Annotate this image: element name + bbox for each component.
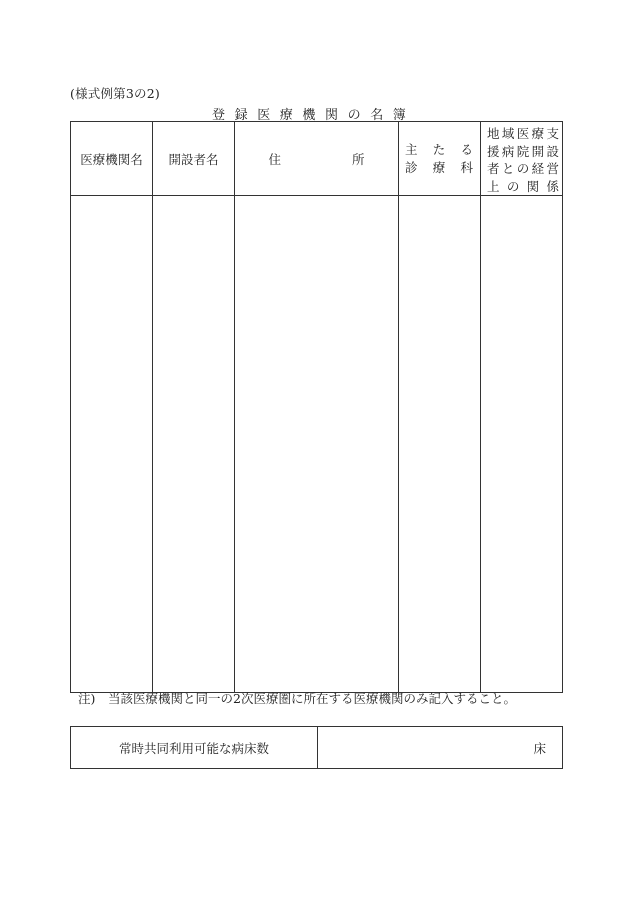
- header-business-relation: [481, 122, 563, 196]
- footnote: [78, 689, 516, 707]
- header-business-relation-line4: 上の関係: [487, 178, 559, 194]
- business-relation-cell[interactable]: [481, 196, 563, 693]
- header-main-department: [399, 122, 481, 196]
- registered-institutions-table: [70, 121, 563, 693]
- document-title: 登録医療機関の名簿: [212, 108, 416, 123]
- header-address: [235, 122, 399, 196]
- table-body-row: [71, 196, 563, 693]
- main-department-cell[interactable]: [399, 196, 481, 693]
- header-founder-name: 開設者名: [153, 122, 235, 196]
- table-header-row: [71, 122, 563, 196]
- shared-beds-value-field[interactable]: [318, 727, 563, 769]
- header-business-relation-line2: 援病院開設: [487, 143, 559, 159]
- institution-name-cell[interactable]: [71, 196, 153, 693]
- header-main-department-line1: 主たる: [405, 141, 473, 157]
- shared-beds-table: [70, 726, 563, 769]
- header-business-relation-line3: 者との経営: [487, 161, 559, 176]
- footnote-text: 当該医療機関と同一の2次医療圏に所在する医療機関のみ記入すること。: [108, 691, 516, 706]
- header-main-department-line2: 診療科: [405, 159, 473, 175]
- header-business-relation-line1: 地域医療支: [487, 126, 559, 141]
- shared-beds-unit: 床: [533, 740, 546, 756]
- shared-beds-label: 常時共同利用可能な病床数: [71, 727, 318, 769]
- shared-beds-row: [71, 727, 563, 769]
- header-address-label: 住所: [268, 151, 365, 167]
- footnote-mark: 注): [78, 691, 96, 706]
- form-code-label: (様式例第3の2): [70, 86, 160, 101]
- founder-name-cell[interactable]: [153, 196, 235, 693]
- address-cell[interactable]: [235, 196, 399, 693]
- header-institution-name: 医療機関名: [71, 122, 153, 196]
